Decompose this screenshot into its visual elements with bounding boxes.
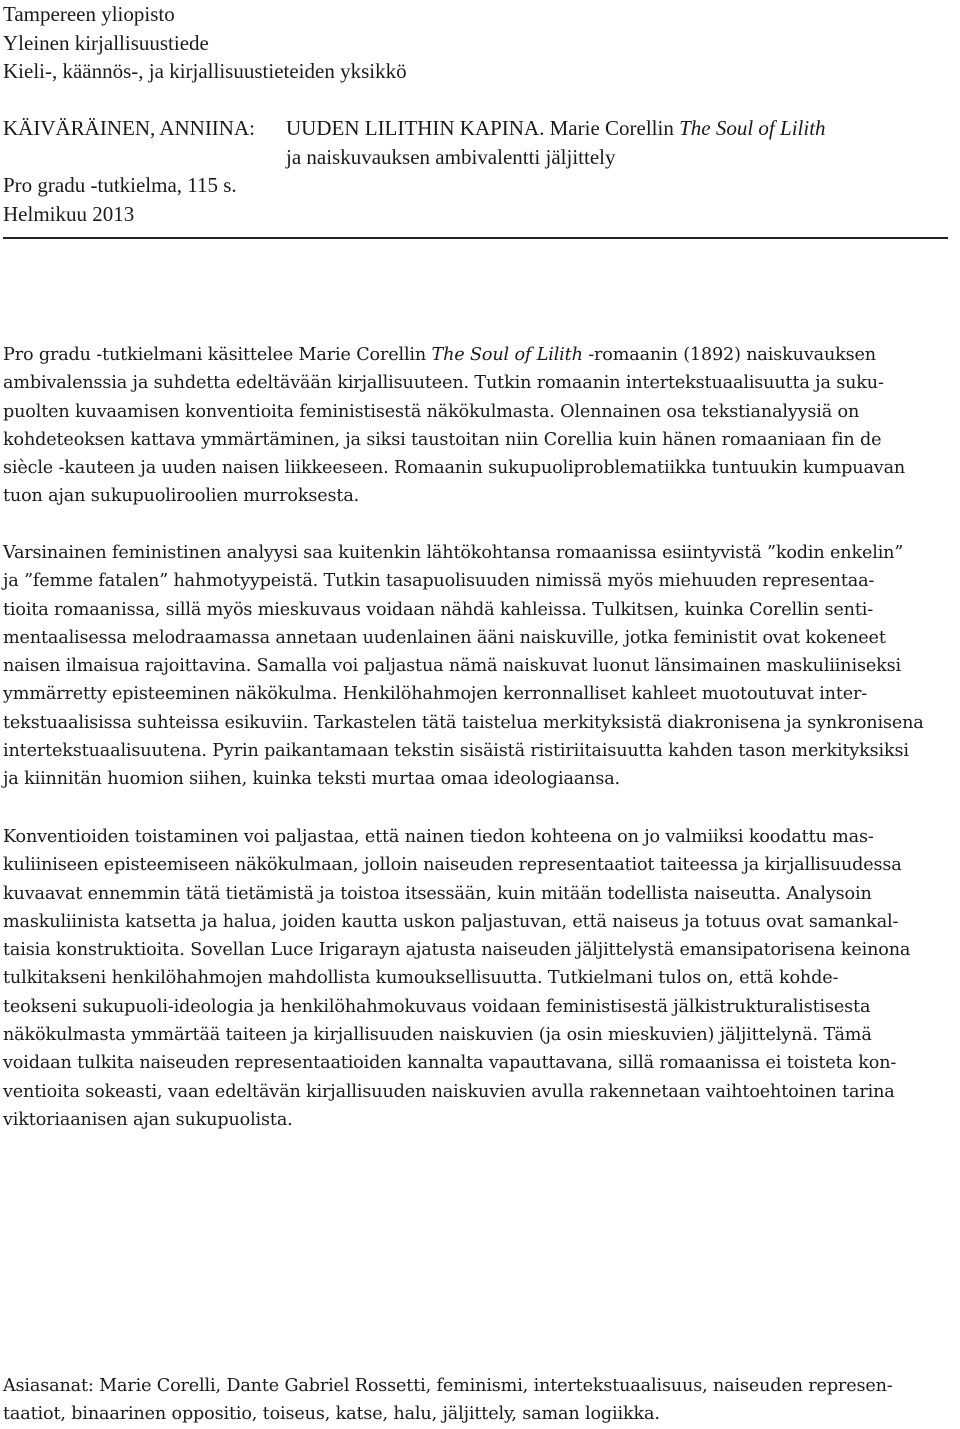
author-name: KÄIVÄRÄINEN, ANNIINA: xyxy=(3,116,255,140)
text-line: Pro gradu -tutkielmani käsittelee Marie Corellin The Soul of Lilith -romaanin (1892) naiskuvauksen xyxy=(3,345,876,365)
subject-name: Yleinen kirjallisuustiede xyxy=(3,30,209,55)
text-line: ventioita sokeasti, vaan edeltävän kirjallisuuden naiskuvien avulla rakennetaan vaihtoehtoinen tarina xyxy=(3,1081,895,1102)
text-line: tekstuaalisissa suhteissa esikuviin. Tarkastelen tätä taistelua merkityksistä diakronisena ja synkronisena xyxy=(3,712,924,733)
text-line: naisen ilmaisua rajoittavina. Samalla voi paljastua nämä naiskuvat luonut länsimainen maskuliiniseksi xyxy=(3,656,901,677)
thesis-title-continued: ja naiskuvauksen ambivalentti jäljittely xyxy=(286,144,616,169)
text-line: Varsinainen feministinen analyysi saa kuitenkin lähtökohtansa romaanissa esiintyvistä ”kodin enkelin” xyxy=(3,543,904,563)
text-line: puolten kuvaamisen konventioita feministisestä näkökulmasta. Olennainen osa tekstianalyysiä on xyxy=(3,401,860,422)
text-line: ja ”femme fatalen” hahmotyypeistä. Tutkin tasapuolisuuden nimissä myös miehuuden representaa- xyxy=(3,571,875,592)
thesis-date: Helmikuu 2013 xyxy=(3,201,135,226)
text-line: ambivalenssia ja suhdetta edeltävään kirjallisuuteen. Tutkin romaanin intertekstuaalisuutta ja suku- xyxy=(3,373,884,394)
text-line: mentaalisessa melodraamassa annetaan uudenlainen ääni naiskuville, jotka feministit ovat kokeneet xyxy=(3,627,886,648)
text-line: näkökulmasta ymmärtää taiteen ja kirjallisuuden naiskuvien (ja osin mieskuvien) jäljittelynä. Tämä xyxy=(3,1025,872,1046)
text-line: voidaan tulkita naiseuden representaatioiden kannalta vapauttavana, sillä romaanissa ei toisteta kon- xyxy=(3,1053,897,1074)
keywords-line: taatiot, binaarinen oppositio, toiseus, katse, halu, jäljittely, saman logiikka. xyxy=(3,1404,660,1425)
text-line: Konventioiden toistaminen voi paljastaa, että nainen tiedon kohteena on jo valmiiksi koodattu mas- xyxy=(3,827,874,847)
abstract-paragraph-2 xyxy=(3,539,956,794)
text-line: ja kiinnitän huomion siihen, kuinka teksti murtaa omaa ideologiaansa. xyxy=(3,769,620,790)
author-title-row xyxy=(3,114,943,143)
text-line: kuvaavat ennemmin tätä tietämistä ja toistoa itsessään, kuin mitään todellista naiseutta. Analysoin xyxy=(3,883,872,904)
text-line: kohdeteoksen kattava ymmärtäminen, ja siksi taustoitan niin Corellia kuin hänen romaaniaan fin de xyxy=(3,429,882,450)
text-line: tioita romaanissa, sillä myös mieskuvaus voidaan nähdä kahleissa. Tulkitsen, kuinka Corellin senti- xyxy=(3,599,874,620)
text-line: taisia konstruktioita. Sovellan Luce Irigarayn ajatusta naiseuden jäljittelystä emansipatorisena keinona xyxy=(3,940,911,961)
text-line: siècle -kauteen ja uuden naisen liikkeeseen. Romaanin sukupuoliproblematiikka tuntuukin kumpuavan xyxy=(3,458,906,479)
university-name: Tampereen yliopisto xyxy=(3,2,175,26)
text-line: ymmärretty episteeminen näkökulma. Henkilöhahmojen kerronnalliset kahleet muotoutuvat inter- xyxy=(3,684,868,705)
keywords-line: Asiasanat: Marie Corelli, Dante Gabriel Rossetti, feminismi, intertekstuaalisuus, naiseuden represen- xyxy=(3,1376,893,1396)
header-divider xyxy=(3,237,948,239)
text-line: teokseni sukupuoli-ideologia ja henkilöhahmokuvaus voidaan feministisestä jälkistrukturalistisesta xyxy=(3,996,871,1017)
text-line: tulkitakseni henkilöhahmojen mahdollista kumouksellisuutta. Tutkielmani tulos on, että kohde- xyxy=(3,968,839,989)
text-line: kuliiniseen episteemiseen näkökulmaan, jolloin naiseuden representaatiot taiteessa ja kirjallisuudessa xyxy=(3,855,902,876)
unit-name: Kieli-, käännös-, ja kirjallisuustieteiden yksikkö xyxy=(3,59,407,83)
text-line: intertekstuaalisuutena. Pyrin paikantamaan tekstin sisäistä ristiriitaisuutta kahden tason merkityksiksi xyxy=(3,741,909,762)
thesis-type: Pro gradu -tutkielma, 115 s. xyxy=(3,173,237,197)
book-title: The Soul of Lilith xyxy=(679,116,826,140)
text-line: tuon ajan sukupuoliroolien murroksesta. xyxy=(3,486,360,507)
thesis-title: UUDEN LILITHIN KAPINA. Marie Corellin The Soul of Lilith xyxy=(286,116,826,140)
text-line: maskuliinista katsetta ja halua, joiden kautta uskon paljastuvan, että naiseus ja totuus ovat samankal- xyxy=(3,911,899,932)
abstract-paragraph-1 xyxy=(3,341,956,511)
thesis-header xyxy=(3,0,943,228)
abstract-paragraph-3 xyxy=(3,823,956,1134)
text-line: viktoriaanisen ajan sukupuolista. xyxy=(3,1109,293,1130)
keywords-section xyxy=(3,1372,956,1429)
